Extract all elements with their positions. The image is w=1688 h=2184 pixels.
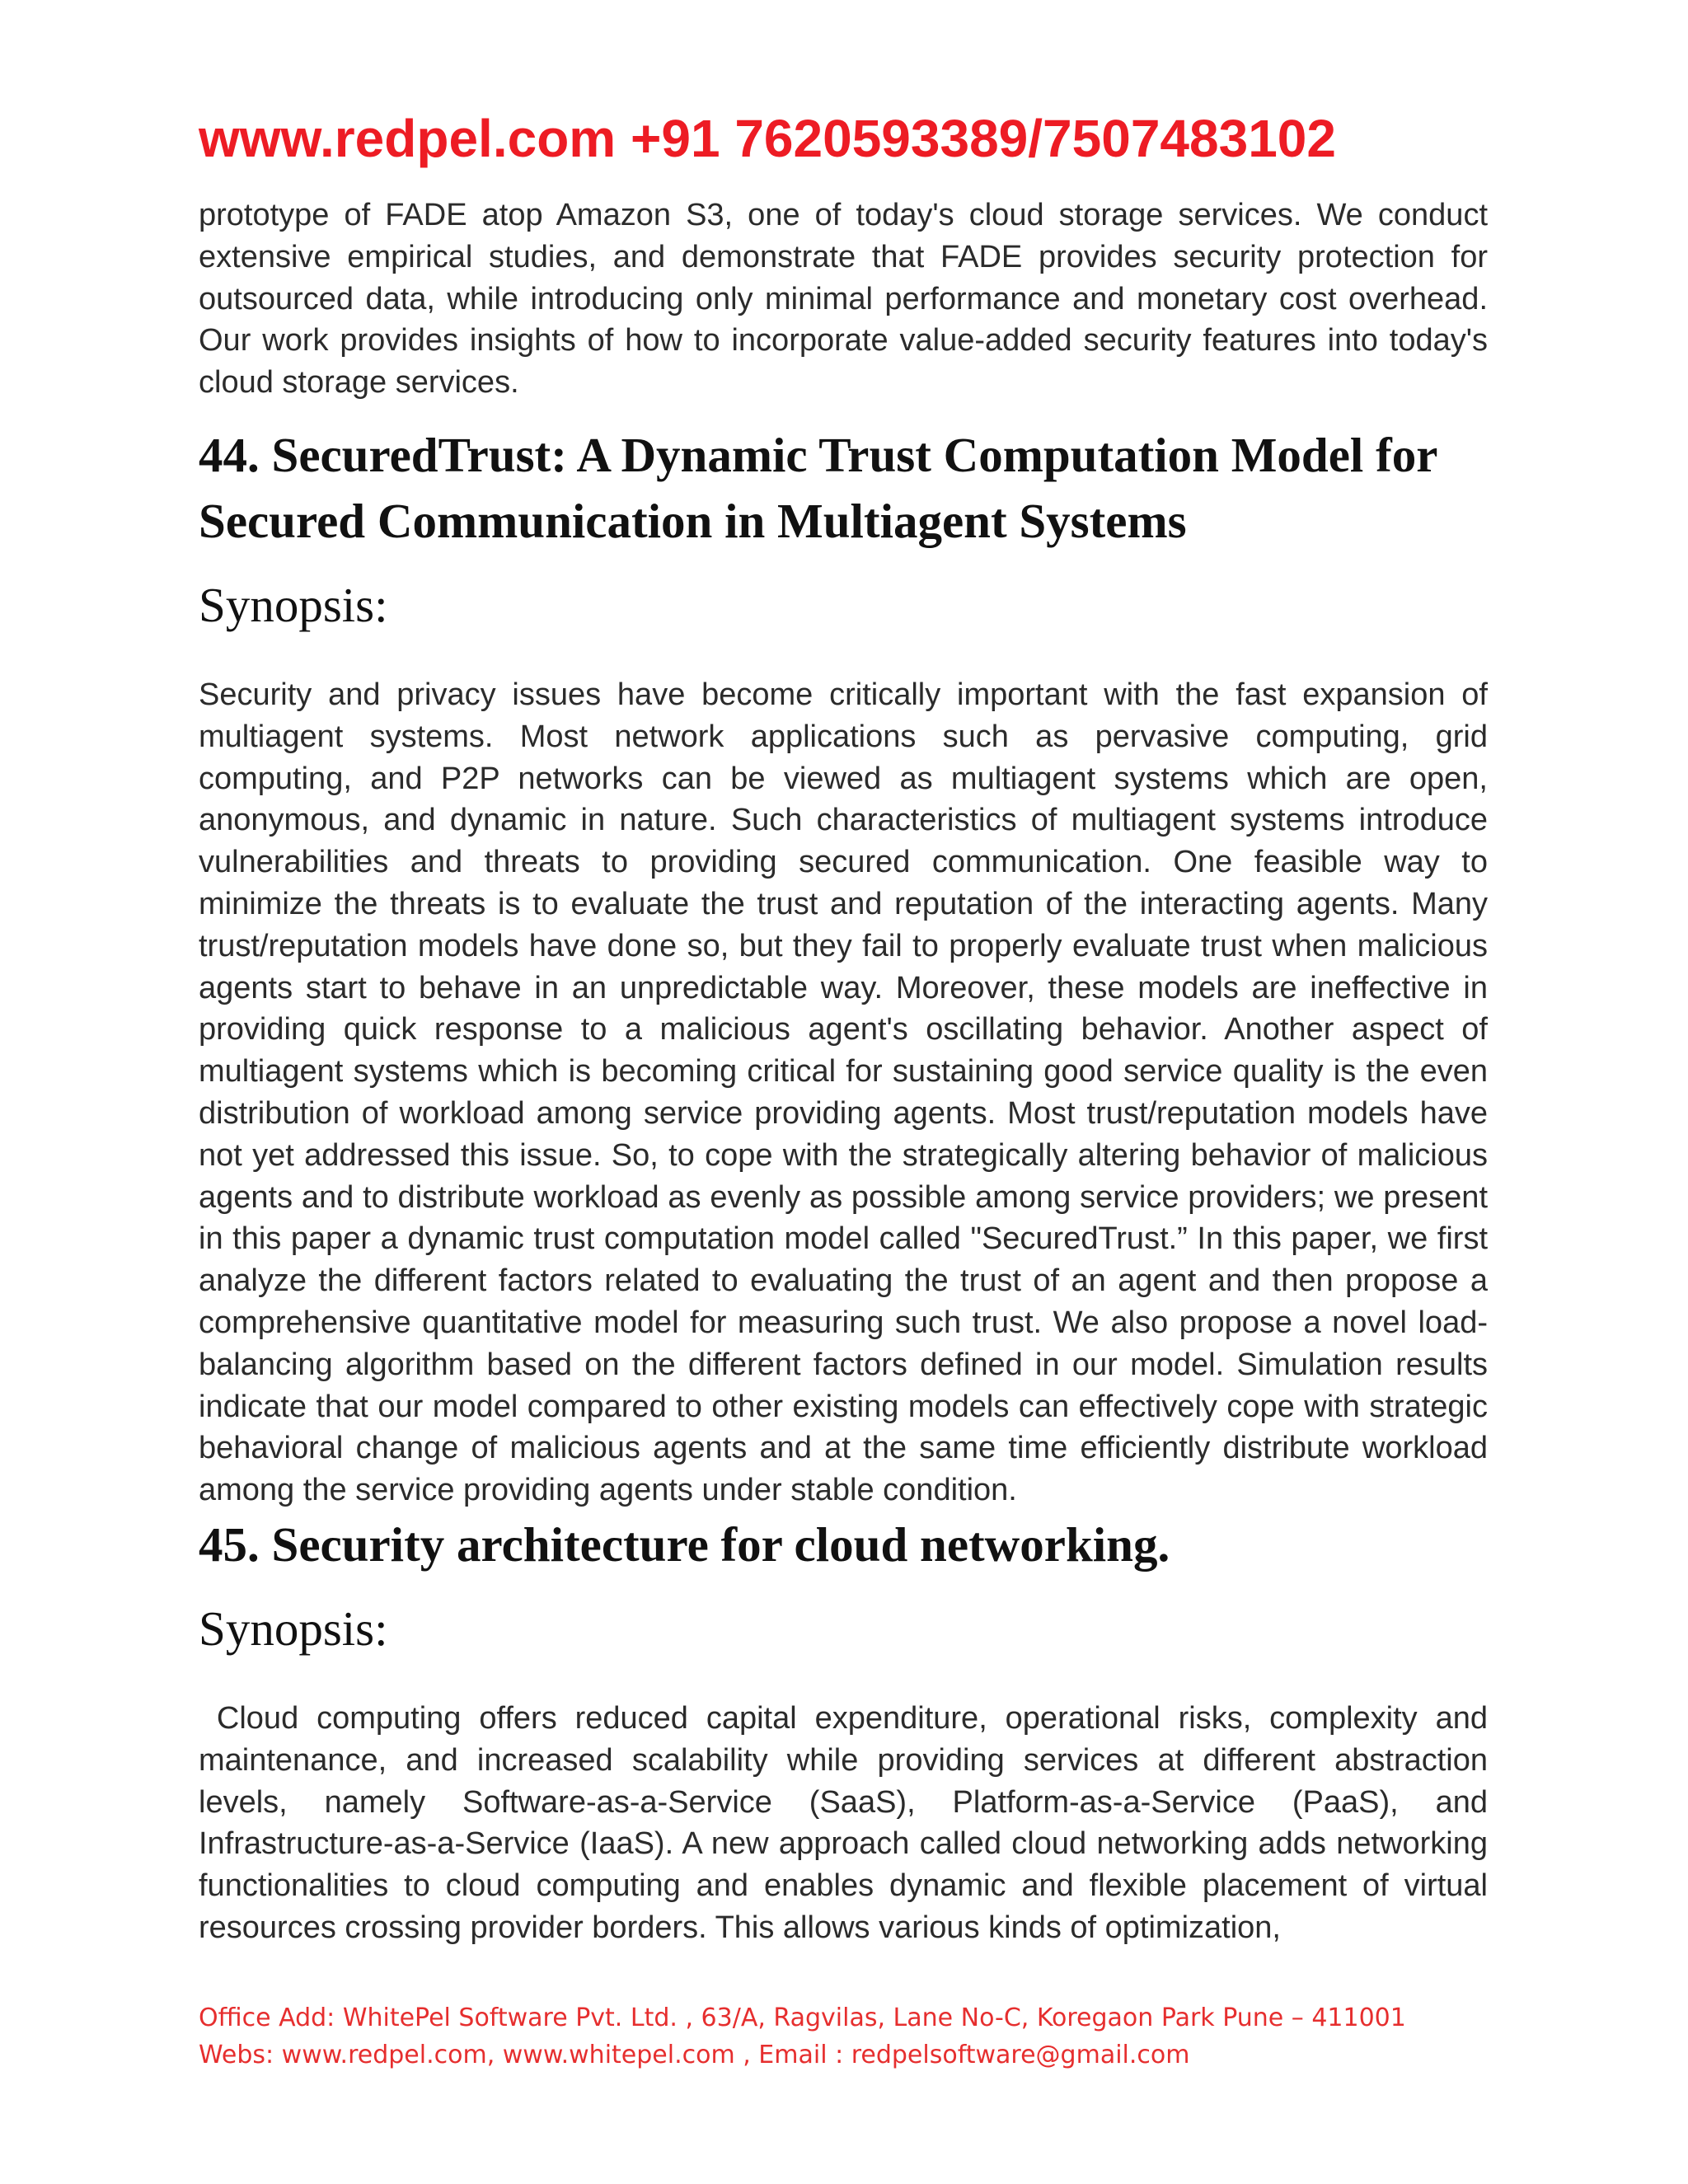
section-44-synopsis-text: Security and privacy issues have become critically important with the fast expansion of multiagent systems. Most network applications such as pervasive computing, grid computing, and P2P networks can be viewed as multiagent systems which are open, anonymous, and dynamic in nature. Such characteristics of multiagent systems introduce vulnerabilities and threats to providing secured communication. One feasible way to minimize the threats is to evaluate the trust and reputation of the interacting agents. Many trust/reputation models have done so, but they fail to properly evaluate trust when malicious agents start to behave in an unpredictable way. Moreover, these models are ineffective in providing quick response to a malicious agent's oscillating behavior. Another aspect of multiagent systems which is becoming critical for sustaining good service quality is the even distribution of workload among service providing agents. Most trust/reputation models have not yet addressed this issue. So, to cope with the strategically altering behavior of malicious agents and to distribute workload as evenly as possible among service providers; we present in this paper a dynamic trust computation model called "SecuredTrust.” In this paper, we first analyze the different factors related to evaluating the trust of an agent and then propose a comprehensive quantitative model for measuring such trust. We also propose a novel load-balancing algorithm based on the different factors defined in our model. Simulation results indicate that our model compared to other existing models can effectively cope with strategic behavioral change of malicious agents and at the same time efficiently distribute workload among the service providing agents under stable condition.: [199, 677, 1488, 1508]
header-contact: www.redpel.com +91 7620593389/7507483102: [199, 109, 1336, 168]
section-44-title: 44. SecuredTrust: A Dynamic Trust Computation Model for Secured Communication in Multiagent Systems: [199, 427, 1437, 548]
section-44-synopsis-label: Synopsis:: [199, 577, 388, 632]
section-45-title: 45. Security architecture for cloud networking.: [199, 1516, 1170, 1572]
footer-office-address: Office Add: WhitePel Software Pvt. Ltd. , 63/A, Ragvilas, Lane No-C, Koregaon Park Pune – 411001: [199, 2004, 1406, 2032]
footer: [199, 1999, 1406, 2074]
intro-paragraph: prototype of FADE atop Amazon S3, one of today's cloud storage services. We conduct extensive empirical studies, and demonstrate that FADE provides security protection for outsourced data, while introducing only minimal performance and monetary cost overhead. Our work provides insights of how to incorporate value-added security features into today's cloud storage services.: [199, 198, 1488, 401]
section-45-synopsis-text: Cloud computing offers reduced capital expenditure, operational risks, complexity and maintenance, and increased scalability while providing services at different abstraction levels, namely Software-as-a-Service (SaaS), Platform-as-a-Service (PaaS), and Infrastructure-as-a-Service (IaaS). A new approach called cloud networking adds networking functionalities to cloud computing and enables dynamic and flexible placement of virtual resources crossing provider borders. This allows various kinds of optimization,: [199, 1700, 1488, 1945]
main-content: [199, 194, 1488, 1949]
footer-web-email: Webs: www.redpel.com, www.whitepel.com , Email : redpelsoftware@gmail.com: [199, 2041, 1190, 2069]
section-45-synopsis-label: Synopsis:: [199, 1601, 388, 1656]
